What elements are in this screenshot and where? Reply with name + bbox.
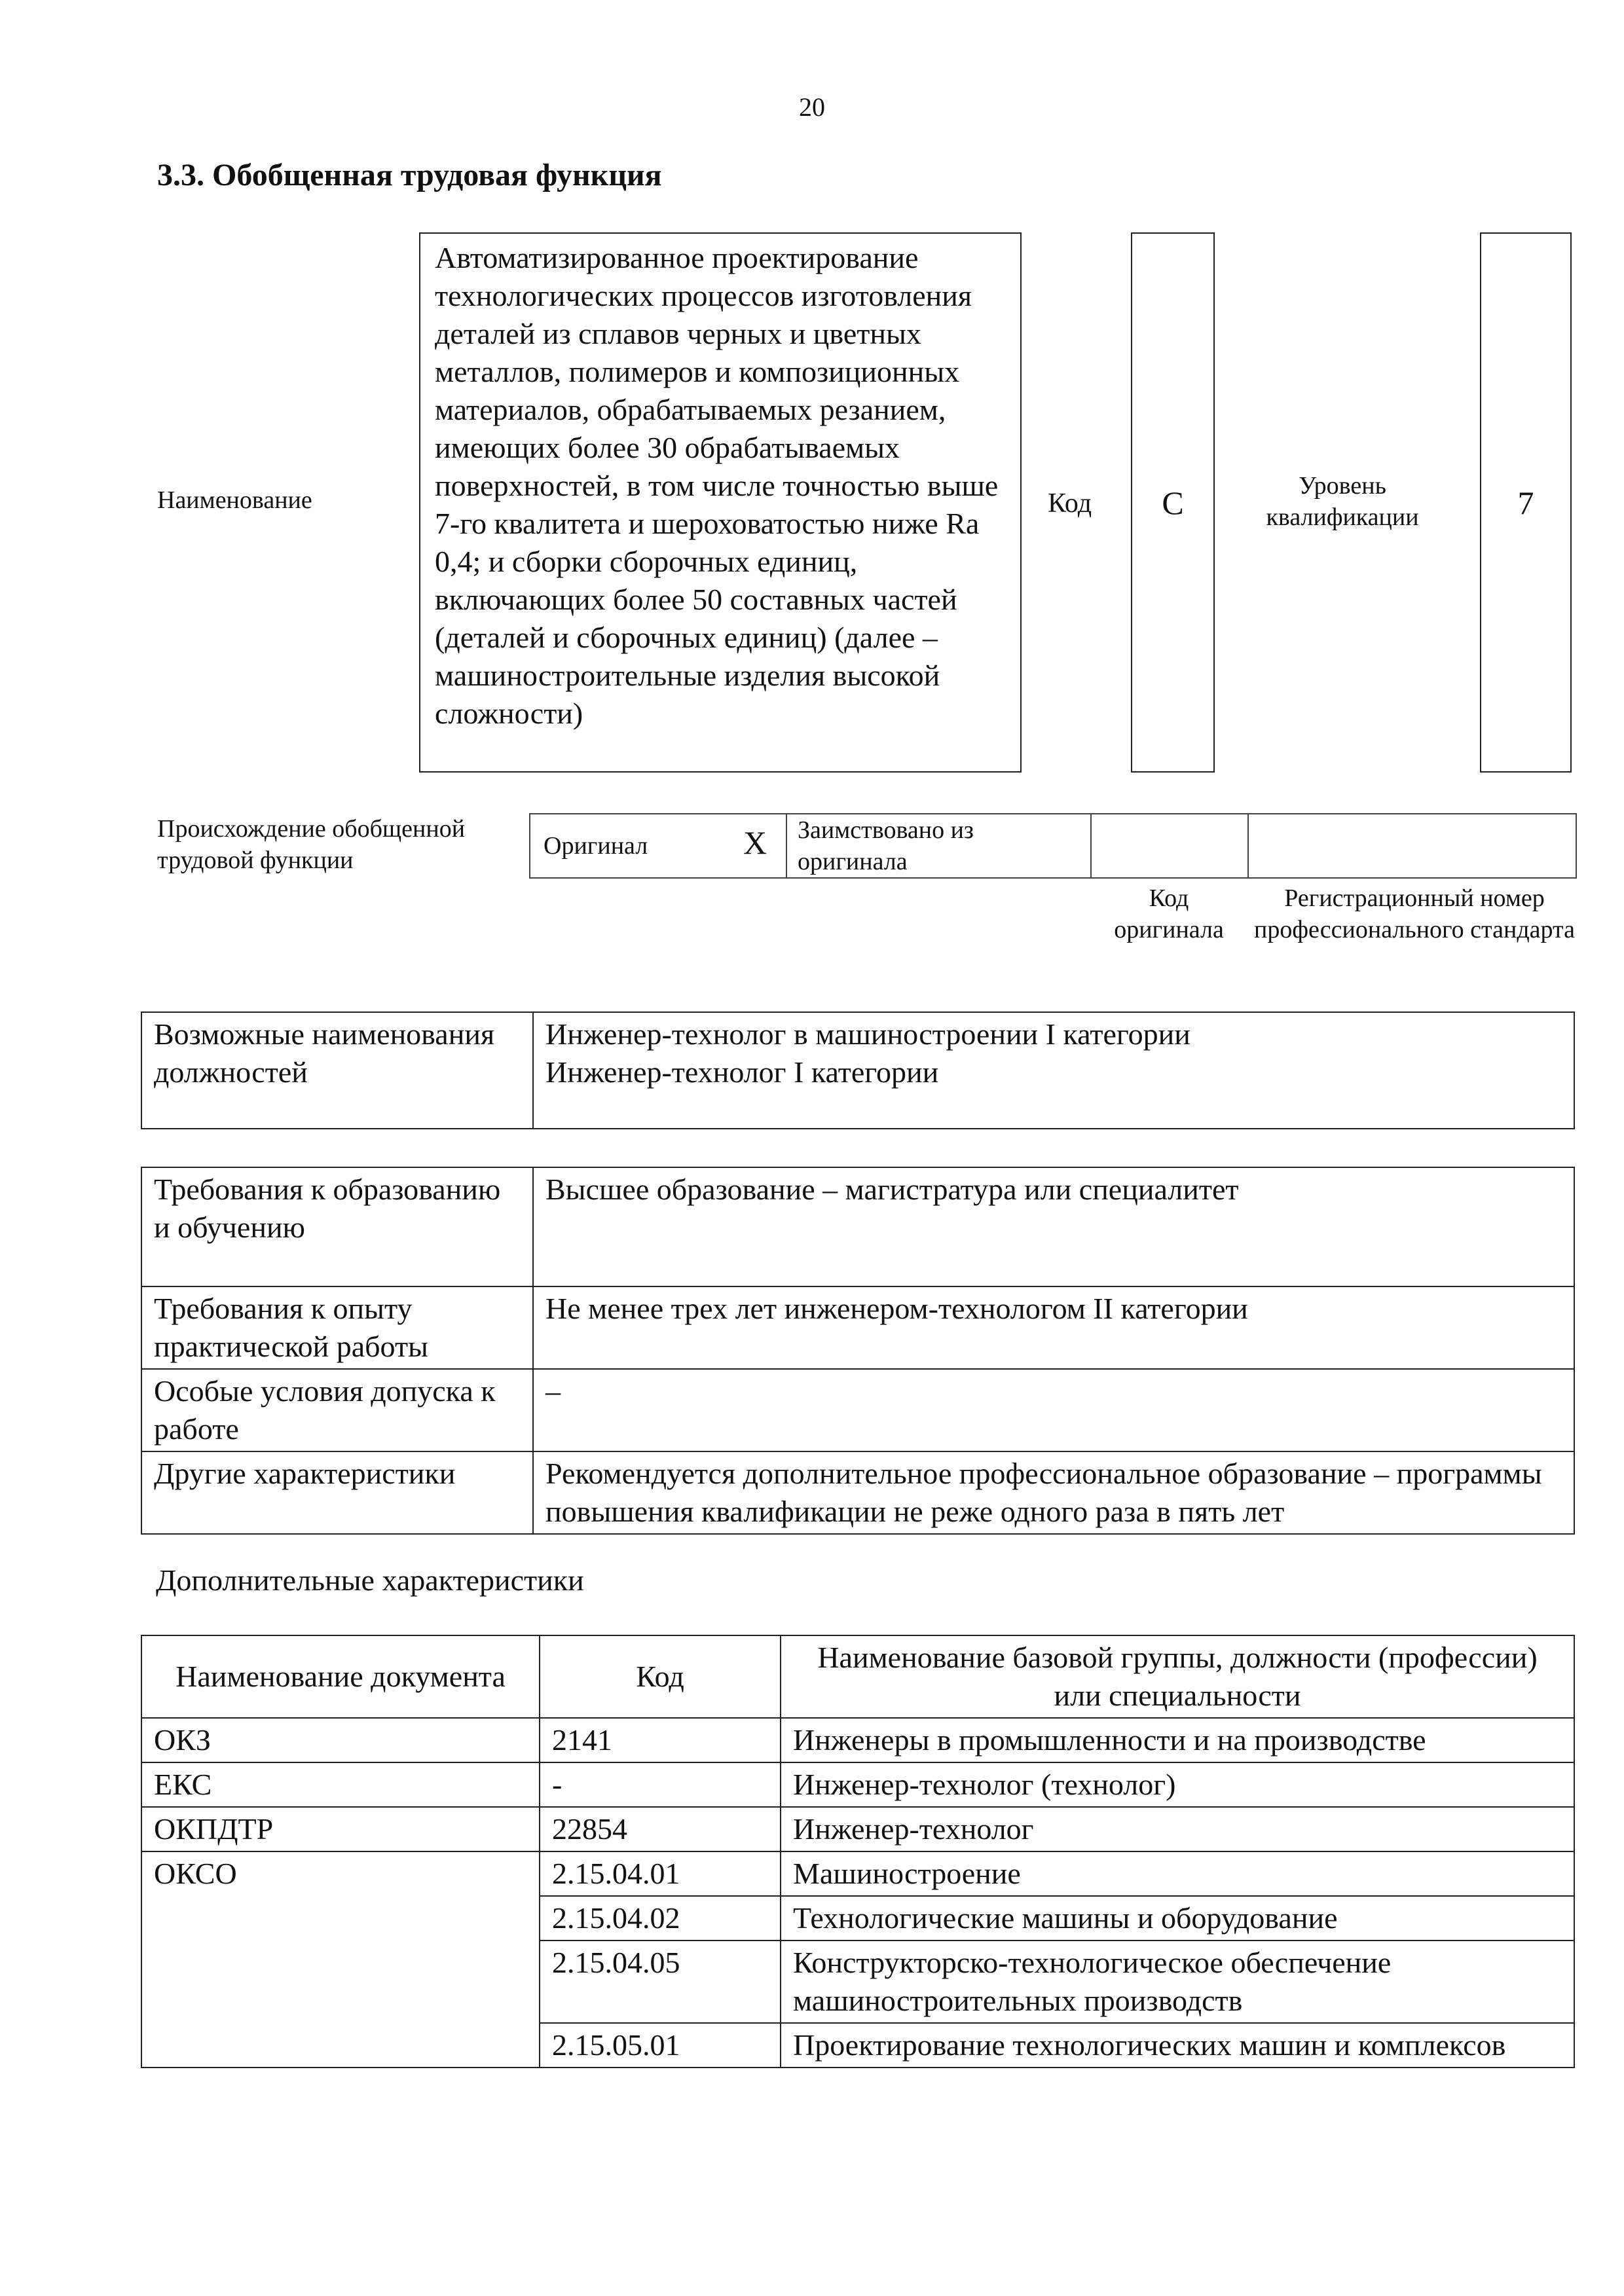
row-name: Технологические машины и оборудование	[781, 1896, 1574, 1941]
row-doc: ОКЗ	[141, 1718, 540, 1762]
row-doc: ОКСО	[141, 1851, 540, 2068]
page-number: 20	[799, 92, 825, 122]
origin-divider-1	[786, 814, 787, 877]
row-name: Инженер-технолог	[781, 1807, 1574, 1851]
positions-table	[141, 1011, 1575, 1129]
requirements-table	[141, 1167, 1575, 1535]
origin-divider-3	[1247, 814, 1249, 877]
positions-values	[533, 1012, 1574, 1129]
req-value: Высшее образование – магистратура или специалитет	[533, 1167, 1574, 1286]
row-name: Проектирование технологических машин и комплексов	[781, 2023, 1574, 2068]
origin-divider-2	[1090, 814, 1092, 877]
row-code: 22854	[540, 1807, 781, 1851]
additional-table	[141, 1635, 1575, 2068]
original-label: Оригинал	[544, 832, 648, 860]
section-title: 3.3. Обобщенная трудовая функция	[157, 158, 662, 192]
row-name: Конструкторско-технологическое обеспечение машиностроительных производств	[781, 1941, 1574, 2023]
row-doc: ЕКС	[141, 1762, 540, 1807]
level-value: 7	[1480, 232, 1572, 773]
req-label: Особые условия допуска к работе	[141, 1369, 533, 1451]
function-name-box	[419, 232, 1022, 773]
row-name: Инженеры в промышленности и на производстве	[781, 1718, 1574, 1762]
code-original-caption: Код оригинала	[1114, 884, 1224, 943]
original-mark: X	[743, 824, 767, 861]
row-code: 2.15.04.01	[540, 1851, 781, 1896]
row-code: 2141	[540, 1718, 781, 1762]
header-code: Код	[540, 1635, 781, 1718]
row-code: 2.15.04.05	[540, 1941, 781, 2023]
additional-title: Дополнительные характеристики	[156, 1563, 584, 1597]
name-label: Наименование	[157, 486, 312, 514]
row-code: 2.15.05.01	[540, 2023, 781, 2068]
req-label: Требования к опыту практической работы	[141, 1286, 533, 1369]
code-value: C	[1131, 232, 1215, 773]
position-item: Инженер-технолог в машиностроении I категории	[545, 1017, 1190, 1051]
req-value: –	[533, 1369, 1574, 1451]
row-code: 2.15.04.02	[540, 1896, 781, 1941]
level-label: Уровень квалификации	[1266, 472, 1419, 531]
req-value: Не менее трех лет инженером-технологом II категории	[533, 1286, 1574, 1369]
row-doc: ОКПДТР	[141, 1807, 540, 1851]
row-name: Машиностроение	[781, 1851, 1574, 1896]
row-name: Инженер-технолог (технолог)	[781, 1762, 1574, 1807]
header-name: Наименование базовой группы, должности (профессии) или специальности	[781, 1635, 1574, 1718]
function-name-text: Автоматизированное проектирование технологических процессов изготовления деталей из сплавов черных и цветных металлов, полимеров и композиционных материалов, обрабатываемых резанием, имеющих более 30 обрабатываемых поверхностей, в том числе точностью выше 7-го квалитета и шероховатостью ниже Ra 0,4; и сборки сборочных единиц, включающих более 50 составных частей (деталей и сборочных единиц) (далее – машиностроительные изделия высокой сложности)	[435, 241, 999, 730]
header-doc: Наименование документа	[141, 1635, 540, 1718]
reg-number-caption: Регистрационный номер профессионального стандарта	[1254, 884, 1575, 943]
req-label: Другие характеристики	[141, 1451, 533, 1534]
req-value: Рекомендуется дополнительное профессиональное образование – программы повышения квалификации не реже одного раза в пять лет	[533, 1451, 1574, 1534]
origin-label: Происхождение обобщенной трудовой функции	[157, 815, 466, 874]
req-label: Требования к образованию и обучению	[141, 1167, 533, 1286]
borrowed-label: Заимствовано из оригинала	[798, 816, 974, 875]
row-code: -	[540, 1762, 781, 1807]
positions-label: Возможные наименования должностей	[141, 1012, 533, 1129]
position-item: Инженер-технолог I категории	[545, 1055, 939, 1089]
code-label: Код	[1048, 488, 1092, 519]
